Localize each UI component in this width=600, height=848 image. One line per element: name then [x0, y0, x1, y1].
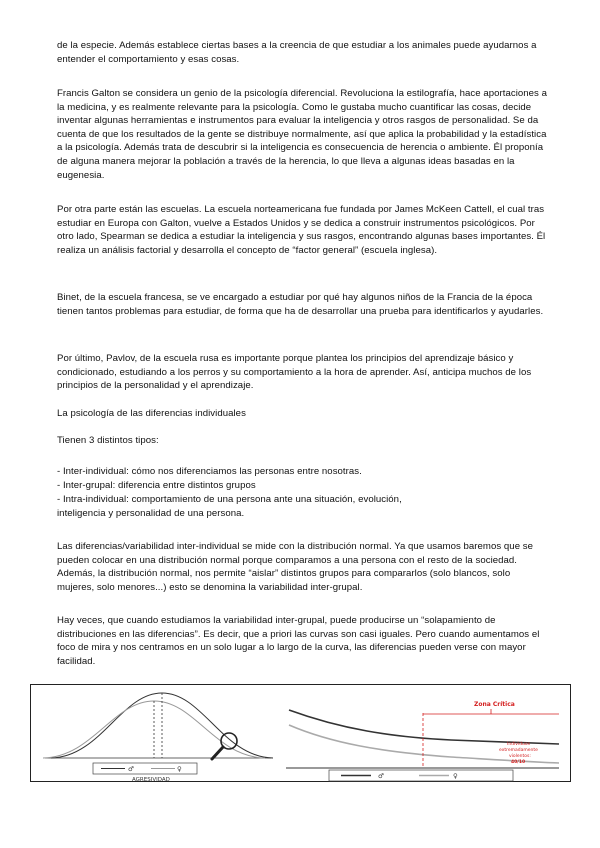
left-panel	[43, 693, 273, 783]
paragraph-species: de la especie. Además establece ciertas bases a la creencia de que estudiar a los animales puede ayudarnos a entender el comportamiento y esas cosas.	[57, 40, 537, 65]
critical-zone-label: Zona Crítica	[474, 701, 515, 708]
distribution-figure	[30, 684, 571, 782]
list-item: - Intra-individual: comportamiento de una persona ante una situación, evolución,	[57, 494, 402, 505]
paragraph-galton: Francis Galton se considera un genio de la psicología diferencial. Revoluciona la estilografía, hace aportaciones a la medicina, y es realmente relevante para la psicología. Como le gustaba mucho cuantificar las cosas, decide inventar algunas herramientas e instrumentos para evaluar la inteligencia y otros rasgos de personalidad. Se da cuenta de que los resultados de la gente se distribuye normalmente, así que aplica la probabilidad y la estadística a la psicología. Además trata de descubrir si la inteligencia es consecuencia de herencia o ambiente. Él proponía de alguna manera mejorar la población a través de la herencia, lo que lleva a algunas ideas basadas en la eugenesia.	[57, 88, 547, 181]
right-legend-male-symbol: ♂	[378, 772, 384, 780]
paragraph-pavlov: Por último, Pavlov, de la escuela rusa es importante porque plantea los principios del aprendizaje básico y condicionado, estudiando a los perros y su comportamiento a la hora de aprender. Así, anticipa muchos de los principios de la personalidad y el aprendizaje.	[57, 353, 532, 392]
legend-male-symbol: ♂	[128, 765, 134, 773]
magnifier-handle-icon	[212, 747, 223, 759]
paragraph-normal-distribution: Las diferencias/variabilidad inter-individual se mide con la distribución normal. Ya que usamos baremos que se pueden colocar en una distribución normal porque comparamos a una persona con el resto de la sociedad. Además, la distribución normal, nos permite “aislar” distintos grupos para compararlos (solo blancos, solo mujeres, solo menores...) esto se denomina la variabilidad inter-grupal.	[57, 541, 534, 593]
list-item: - Inter-individual: cómo nos diferenciamos las personas entre nosotras.	[57, 466, 362, 477]
list-item: - Inter-grupal: diferencia entre distintos grupos	[57, 480, 256, 491]
extreme-note-line-2: extremadamente	[499, 748, 538, 753]
extreme-note-line-3: violentos:	[509, 754, 531, 759]
extreme-note-line-1: Individuos	[507, 742, 531, 747]
figure-svg	[31, 685, 572, 783]
right-legend-female-symbol: ♀	[453, 772, 458, 780]
legend-female-symbol: ♀	[177, 765, 182, 773]
left-axis-label: AGRESIVIDAD	[132, 777, 170, 783]
right-panel	[286, 701, 559, 781]
paragraph-schools: Por otra parte están las escuelas. La escuela norteamericana fue fundada por James McKeen Cattell, el cual tras estudiar en Europa con Galton, vuelve a Estados Unidos y se dedica a construir instrumentos psicológicos. Por otro lado, Spearman se dedica a estudiar la inteligencia y sus rasgos, encontrando algunas bases importantes. Él realiza un análisis factorial y desarrolla el concepto de “factor general” (escuela inglesa).	[57, 204, 546, 256]
paragraph-overlap: Hay veces, que cuando estudiamos la variabilidad inter-grupal, puede producirse un “solapamiento de distribuciones en las diferencias”. Es decir, que a priori las curvas son casi iguales. Pero cuando aumentamos el foco de mira y nos centramos en un solo lugar a lo largo de la curva, las diferencias pueden verse con mayor facilidad.	[57, 615, 540, 667]
list-item: inteligencia y personalidad de una persona.	[57, 508, 245, 519]
types-intro: Tienen 3 distintos tipos:	[57, 435, 159, 446]
section-heading: La psicología de las diferencias individuales	[57, 408, 246, 419]
paragraph-binet: Binet, de la escuela francesa, se ve encargado a estudiar por qué hay algunos niños de la Francia de la época tienen tantos problemas para estudiar, de forma que ha de desarrollar una prueba para identificarlos y ayudarles.	[57, 292, 544, 317]
extreme-ratio: 40/10	[511, 760, 526, 765]
